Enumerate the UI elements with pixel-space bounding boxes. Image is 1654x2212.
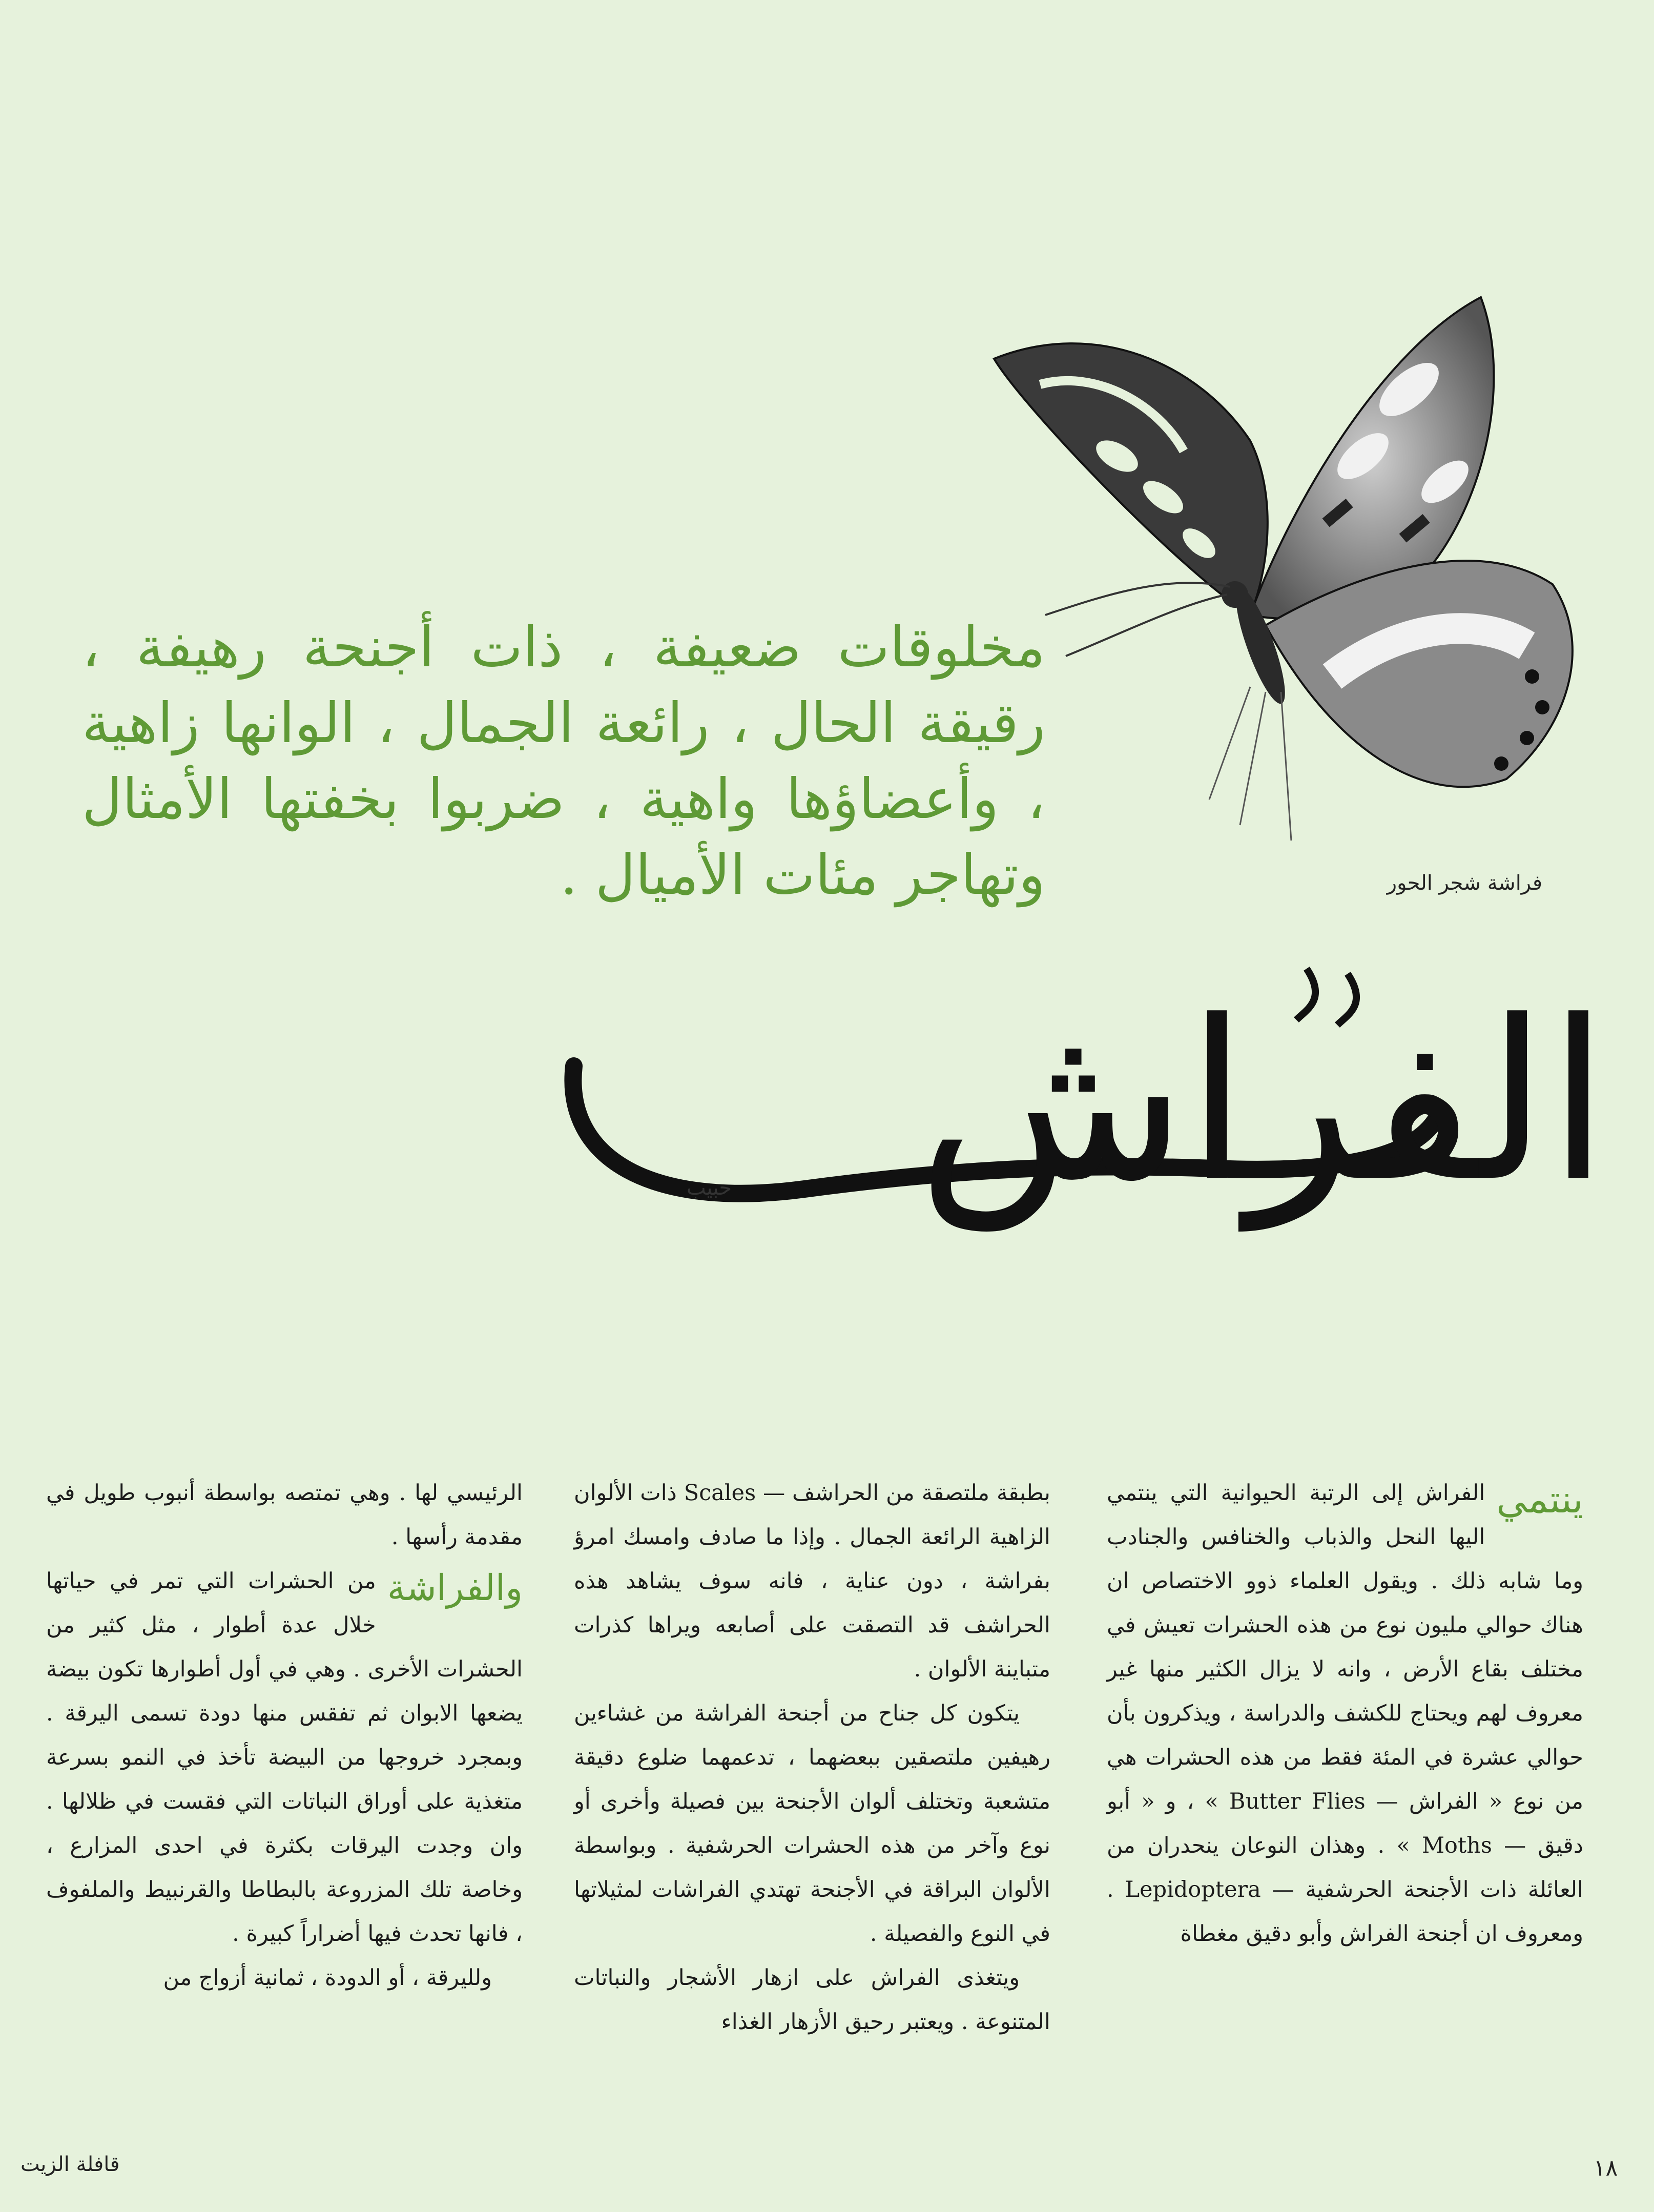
title-text: الفراش <box>917 974 1609 1230</box>
column-right <box>1107 1471 1583 1956</box>
artist-signature: حبيب <box>687 1176 732 1200</box>
paragraph: بطبقة ملتصقة من الحراشف — Scales ذات الألوان الزاهية الرائعة الجمال . وإذا ما صادف وامسك امرؤ بفراشة ، دون عناية ، فانه سوف يشاهد هذه الحراشف قد التصقت على أصابعه ويراها كذرات متباينة الألوان . <box>574 1480 1050 1682</box>
butterfly-illustration <box>963 287 1614 861</box>
intro-text: مخلوقات ضعيفة ، ذات أجنحة رهيفة ، رقيقة الحال ، رائعة الجمال ، الوانها زاهية ، وأعضاؤها واهية ، ضربوا بخفتها الأمثال وتهاجر مئات الأميال . <box>82 616 1045 907</box>
image-caption: فراشة شجر الحور <box>1387 871 1542 895</box>
paragraph: الفراش إلى الرتبة الحيوانية التي ينتمي اليها النحل والذباب والخنافس والجنادب وما شابه ذلك . ويقول العلماء ذوو الاختصاص ان هناك حوالي مليون نوع من هذه الحشرات تعيش في مختلف بقاع الأرض ، وانه لا يزال الكثير منها غير معروف لهم ويحتاج للكشف والدراسة ، ويذكرون بأن حوالي عشرة في المئة فقط من هذه الحشرات هي من نوع « الفراش — Butter Flies » ، و « أبو دقيق — Moths » . وهذان النوعان ينحدران من العائلة ذات الأجنحة الحرشفية — Lepidoptera . ومعروف ان أجنحة الفراش وأبو دقيق مغطاة <box>1107 1480 1584 1947</box>
paragraph: ولليرقة ، أو الدودة ، ثمانية أزواج من <box>163 1965 492 1991</box>
column-middle <box>574 1471 1050 2044</box>
magazine-name: قافلة الزيت <box>20 2153 120 2176</box>
paragraph: ويتغذى الفراش على ازهار الأشجار والنباتات المتنوعة . ويعتبر رحيق الأزهار الغذاء <box>574 1965 1050 2035</box>
paragraph: من الحشرات التي تمر في حياتها خلال عدة أطوار ، مثل كثير من الحشرات الأخرى . وهي في أول أطوارها تكون بيضة يضعها الابوان ثم تفقس منها دودة تسمى اليرقة . وبمجرد خروجها من البيضة تأخذ في النمو بسرعة متغذية على أوراق النباتات التي فقست في ظلالها . وان وجدت اليرقات بكثرة في احدى المزارع ، وخاصة تلك المزروعة بالبطاطا والقرنبيط والملفوف ، فانها تحدث فيها أضراراً كبيرة . <box>46 1568 523 1947</box>
column-left <box>46 1471 523 2000</box>
paragraph: يتكون كل جناح من أجنحة الفراشة من غشاءين رهيفين ملتصقين ببعضهما ، تدعمهما ضلوع دقيقة متشعبة وتختلف ألوان الأجنحة بين فصيلة وأخرى أو نوع وآخر من هذه الحشرات الحرشفية . وبواسطة الألوان البراقة في الأجنحة تهتدي الفراشات لمثيلاتها في النوع والفصيلة . <box>574 1701 1050 1947</box>
lead-word: ينتمي <box>1496 1478 1583 1522</box>
lead-word: والفراشة <box>387 1567 523 1609</box>
paragraph: الرئيسي لها . وهي تمتصه بواسطة أنبوب طويل في مقدمة رأسها . <box>46 1480 523 1550</box>
article-title <box>538 958 1640 1245</box>
page-number: ١٨ <box>1594 2155 1618 2181</box>
